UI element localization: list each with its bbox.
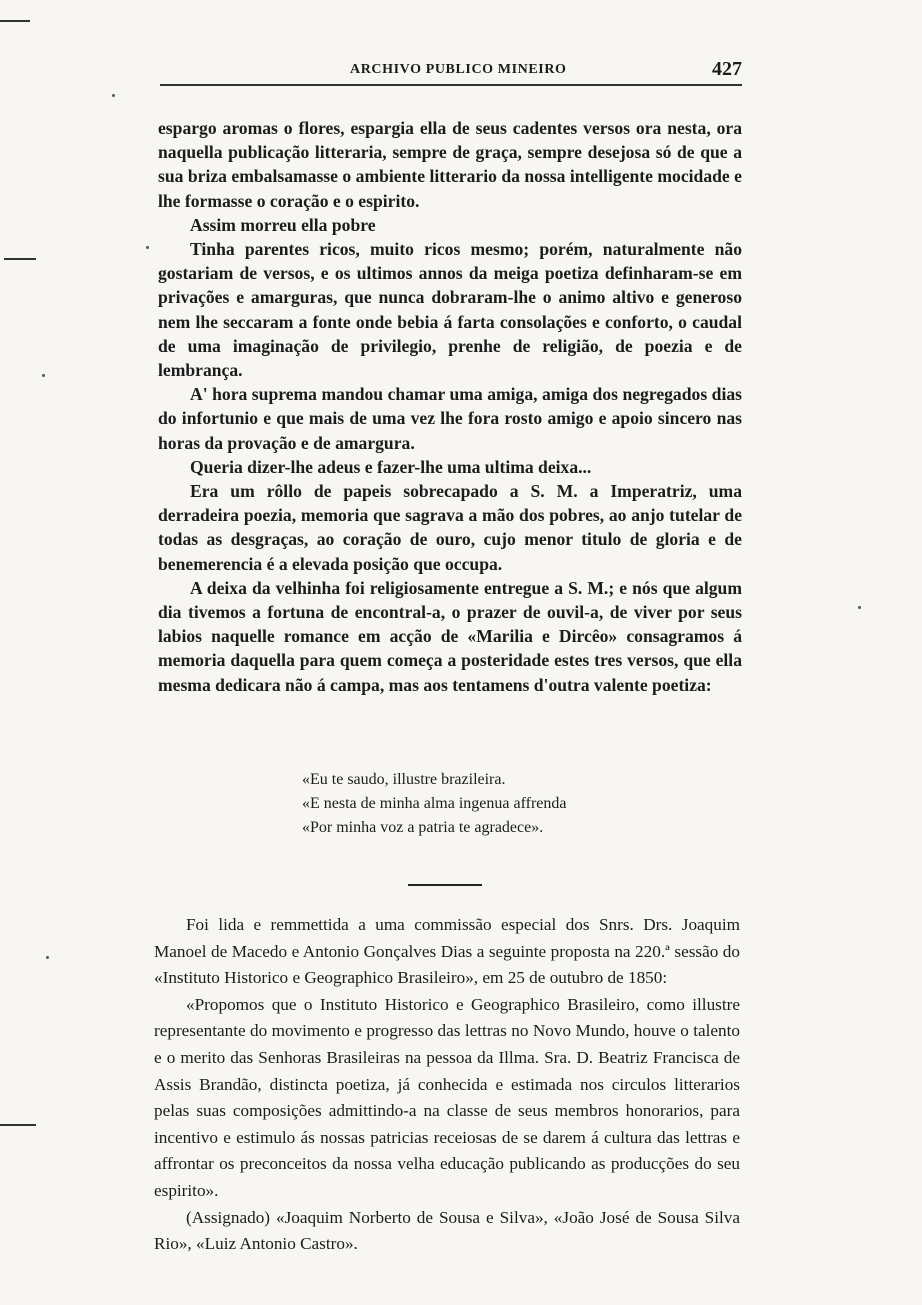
paragraph: Assim morreu ella pobre: [190, 214, 376, 235]
paragraph: A deixa da velhinha foi religiosamente entregue a S. M.; e nós que algum dia tivemos a fortuna de encontral-a, o prazer de ouvil-a, de viver por seus labios naquelle romance em acção de «Marilia e Dircêo» consagramos á memoria daquella para quem começa a posteridade estes tres versos, que ella mesma dedicara não á campa, mas aos tentamens d'outra valente poetiza:: [158, 577, 742, 695]
scan-speck: [46, 956, 49, 959]
poem-quote: [302, 768, 722, 840]
scan-speck: [42, 374, 45, 377]
margin-mark: [0, 20, 30, 22]
poem-line: «E nesta de minha alma ingenua affrenda: [302, 795, 567, 812]
paragraph: A' hora suprema mandou chamar uma amiga, amiga dos negregados dias do infortunio e que mais de uma vez lhe fora rosto amigo e apoio sincero nas horas da provação e de amargura.: [158, 384, 742, 453]
header-rule: [160, 84, 742, 86]
paragraph: Era um rôllo de papeis sobrecapado a S. M. a Imperatriz, uma derradeira poezia, memoria que sagrava a mão dos pobres, ao anjo tutelar de todas as desgraças, ao coração de ouro, cujo menor titulo de gloria e de benemerencia é a elevada posição que occupa.: [158, 481, 742, 574]
scan-speck: [858, 606, 861, 609]
margin-mark: [0, 1124, 36, 1126]
page-number: 427: [712, 58, 742, 80]
running-title: ARCHIVO PUBLICO MINEIRO: [350, 62, 567, 77]
poem-line: «Por minha voz a patria te agradece».: [302, 819, 544, 836]
main-text: [158, 116, 742, 697]
section-separator: [408, 884, 482, 886]
running-header: [160, 58, 742, 86]
paragraph: espargo aromas o flores, espargia ella de seus cadentes versos ora nesta, ora naquella publicação litteraria, sempre de graça, sempre desejosa só de que a sua briza embalsamasse o ambiente litterario da nossa intelligente mocidade e lhe formasse o coração e o espirito.: [158, 118, 742, 211]
scan-speck: [112, 94, 115, 97]
poem-line: «Eu te saudo, illustre brazileira.: [302, 771, 506, 788]
paragraph: «Propomos que o Instituto Historico e Geographico Brasileiro, como illustre representante do movimento e progresso das lettras no Novo Mundo, houve o talento e o merito das Senhoras Brasileiras na pessoa da Illma. Sra. D. Beatriz Francisca de Assis Brandão, distincta poetiza, já conhecida e estimada nos circulos litterarios pelas suas composições admittindo-a na classe de seus membros honorarios, para incentivo e estimulo ás nossas patricias receiosas de se darem á cultura das lettras e affrontar os preconceitos da nossa velha educação publicando as producções do seu espirito».: [154, 994, 740, 1200]
second-section-text: [154, 912, 740, 1258]
paragraph: Tinha parentes ricos, muito ricos mesmo; porém, naturalmente não gostariam de versos, e os ultimos annos da meiga poetiza definharam-se em privações e amarguras, que nunca dobraram-lhe o animo altivo e generoso nem lhe seccaram a fonte onde bebia á farta consolações e conforto, o caudal de uma imaginação de privilegio, prenhe de religião, de poezia e de lembrança.: [158, 239, 742, 381]
scan-speck: [146, 246, 149, 249]
paragraph: Foi lida e remmettida a uma commissão especial dos Snrs. Drs. Joaquim Manoel de Macedo e Antonio Gonçalves Dias a seguinte proposta na 220.ª sessão do «Instituto Historico e Geographico Brasileiro», em 25 de outubro de 1850:: [154, 915, 740, 988]
paragraph: (Assignado) «Joaquim Norberto de Sousa e Silva», «João José de Sousa Silva Rio», «Luiz Antonio Castro».: [154, 1207, 740, 1254]
paragraph: Queria dizer-lhe adeus e fazer-lhe uma ultima deixa...: [190, 456, 592, 477]
margin-mark: [4, 258, 36, 260]
